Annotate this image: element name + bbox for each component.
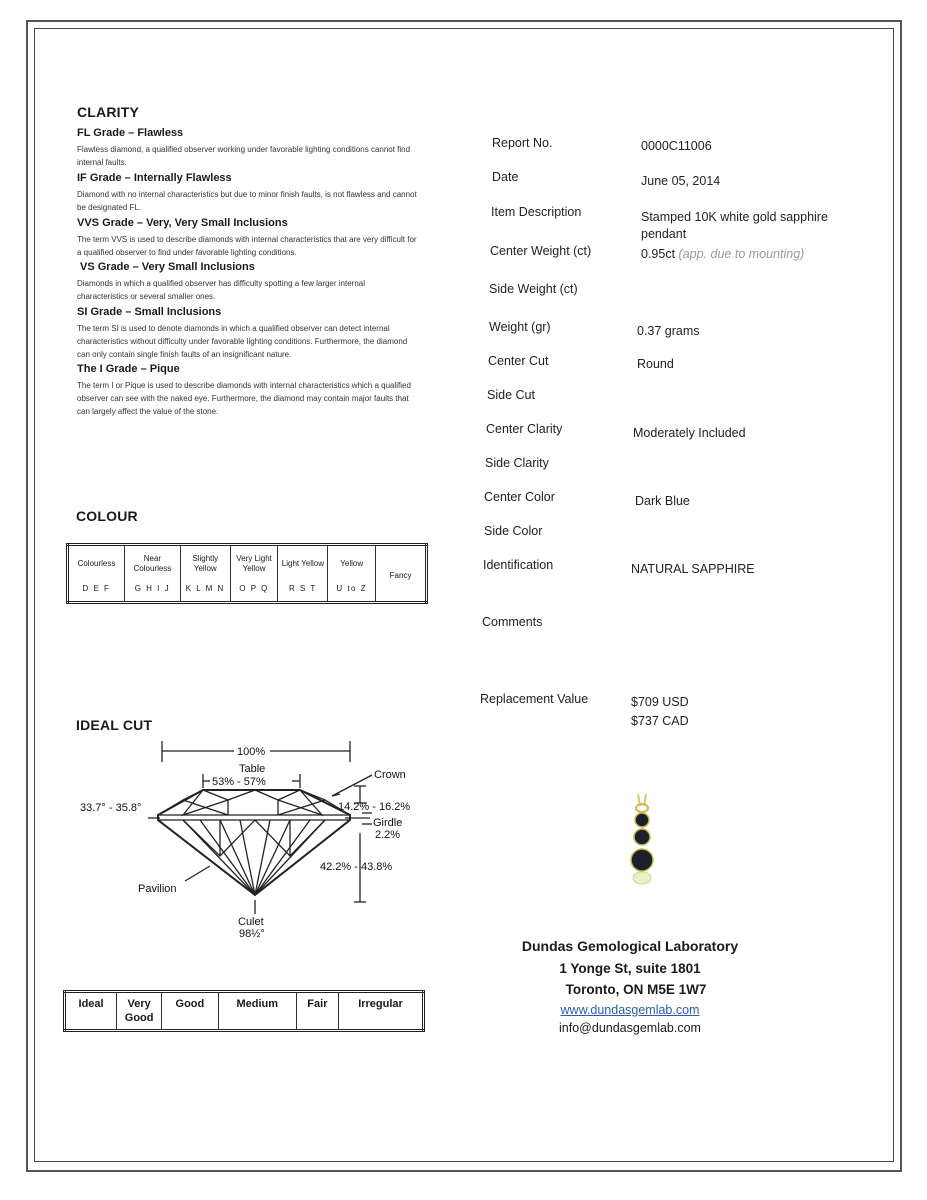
report-label-center-weight: Center Weight (ct) [490,244,592,258]
replacement-value-label: Replacement Value [480,692,589,706]
colour-cell-fancy [376,545,427,603]
girdle-label: Girdle [373,817,403,829]
lab-email [470,1020,790,1035]
cut-grade-ideal: Ideal [65,992,117,1031]
colour-cell-grades: R S T [288,584,317,593]
clarity-grade-fl-title: FL Grade – Flawless [77,127,184,139]
replacement-value-cad: $737 CAD [631,714,689,728]
colour-cell-grades: O P Q [239,584,269,593]
report-value-identification: NATURAL SAPPHIRE [631,562,755,576]
colour-cell-label: Yellow [340,559,364,568]
cut-grade-table [63,990,425,1032]
report-value-center-cut: Round [637,357,674,371]
crown-angle-label: 33.7° - 35.8° [80,802,142,814]
pavilion-pointer [185,866,210,881]
report-label-date: Date [492,170,519,184]
report-label-report-no: Report No. [492,136,553,150]
colour-cell-grades: D E F [82,584,111,593]
cut-grade-irregular: Irregular [339,992,424,1031]
cut-grade-very-good: Very Good [117,992,162,1031]
lab-address-line2: Toronto, ON M5E 1W7 [565,982,707,997]
lab-email-text: info@dundasgemlab.com [559,1021,701,1035]
clarity-grade-vs-desc: Diamonds in which a qualified observer has difficulty spotting a few larger internal characteristics or several smaller ones. [77,279,366,301]
clarity-grade-vs-title: VS Grade – Very Small Inclusions [80,261,255,273]
report-value-center-color: Dark Blue [635,494,690,508]
clarity-grade-fl-desc: Flawless diamond, a qualified observer working under favorable lighting conditions cannot find internal faults. [77,145,411,167]
pendant-photo [618,790,668,890]
colour-cell-light-yellow [278,545,328,603]
culet-label: Culet [238,916,264,928]
clarity-grade-vvs-desc: The term VVS is used to describe diamonds with internal characteristics that are very difficult for a qualified observer to find under favorable lighting conditions. [77,235,417,257]
girdle-value-label: 2.2% [375,829,401,841]
colour-cell-label: Colourless [77,559,116,568]
clarity-heading: CLARITY [77,104,140,120]
diamond-proportions-diagram [70,738,440,943]
colour-cell-label: Very Light Yellow [236,554,272,573]
colour-cell-grades: U to Z [336,584,368,593]
report-label-center-cut: Center Cut [488,354,549,368]
colour-cell-grades: G H I J [134,584,171,593]
report-label-side-color: Side Color [484,524,543,538]
center-weight-note: (app. due to mounting) [678,247,805,261]
ideal-cut-heading: IDEAL CUT [76,717,153,733]
report-value-center-clarity: Moderately Included [633,426,746,440]
report-label-weight-gr: Weight (gr) [489,320,551,334]
clarity-grade-si-desc: The term SI is used to denote diamonds in which a qualified observer can detect internal characteristics without difficulty under favorable lighting conditions. Furthermore, the diamond can only contain single finish faults of an insignificant nature. [77,324,408,359]
pavilion-depth-label: 42.2% - 43.8% [320,861,393,873]
colour-cell-slightly-yellow [180,545,230,603]
report-label-side-cut: Side Cut [487,388,535,402]
colour-cell-colourless [68,545,125,603]
cut-grade-good: Good [162,992,219,1031]
clarity-grade-vvs-title: VVS Grade – Very, Very Small Inclusions [77,217,288,229]
replacement-value-usd: $709 USD [631,695,689,709]
clarity-grade-si-title: SI Grade – Small Inclusions [77,306,222,318]
colour-heading: COLOUR [76,508,138,524]
crown-height-label: 14.2% - 16.2% [338,801,411,813]
colour-cell-label: Slightly Yellow [192,554,219,573]
lab-website-link[interactable]: www.dundasgemlab.com [560,1003,700,1017]
cut-grade-fair: Fair [296,992,338,1031]
colour-cell-grades: K L M N [185,584,225,593]
colour-cell-label: Near Colourless [133,554,172,573]
lab-address-line1: 1 Yonge St, suite 1801 [559,961,701,976]
report-value-item-description: Stamped 10K white gold sapphire pendant [641,210,828,241]
report-label-identification: Identification [483,558,554,572]
table-label: Table [239,763,266,775]
report-value-weight-gr: 0.37 grams [637,324,700,338]
report-label-item-description: Item Description [491,205,582,219]
lab-website [470,1002,790,1017]
report-value-date: June 05, 2014 [641,174,721,188]
report-label-center-clarity: Center Clarity [486,422,563,436]
width-pct-label: 100% [237,746,266,758]
colour-cell-near-colourless [124,545,180,603]
lab-name: Dundas Gemological Laboratory [521,938,739,954]
colour-cell-label: Fancy [389,570,412,580]
report-value-report-no: 0000C11006 [641,139,712,153]
table-range-label: 53% - 57% [212,776,266,788]
report-label-comments: Comments [482,615,543,629]
report-label-side-clarity: Side Clarity [485,456,549,470]
culet-value-label: 98½° [239,928,265,940]
colour-scale-table [66,543,428,604]
clarity-grade-i-title: The I Grade – Pique [77,363,180,375]
colour-cell-very-light-yellow [230,545,278,603]
report-label-side-weight: Side Weight (ct) [489,282,578,296]
pavilion-label: Pavilion [138,883,177,895]
clarity-grade-if-title: IF Grade – Internally Flawless [77,172,232,184]
colour-cell-label: Light Yellow [281,559,325,568]
clarity-grade-if-desc: Diamond with no internal characteristics but due to minor finish faults, is not flawless and cannot be designated FL. [77,190,417,212]
report-value-center-weight [641,247,804,261]
colour-cell-yellow [328,545,376,603]
center-weight-value: 0.95ct [641,247,676,261]
report-label-center-color: Center Color [484,490,555,504]
cut-grade-medium: Medium [218,992,296,1031]
crown-label: Crown [374,769,406,781]
clarity-grade-i-desc: The term I or Pique is used to describe diamonds with internal characteristics which a qualified observer can see with the naked eye. Furthermore, the diamond may contain major faults that can largely affect the value of the stone. [77,381,411,416]
